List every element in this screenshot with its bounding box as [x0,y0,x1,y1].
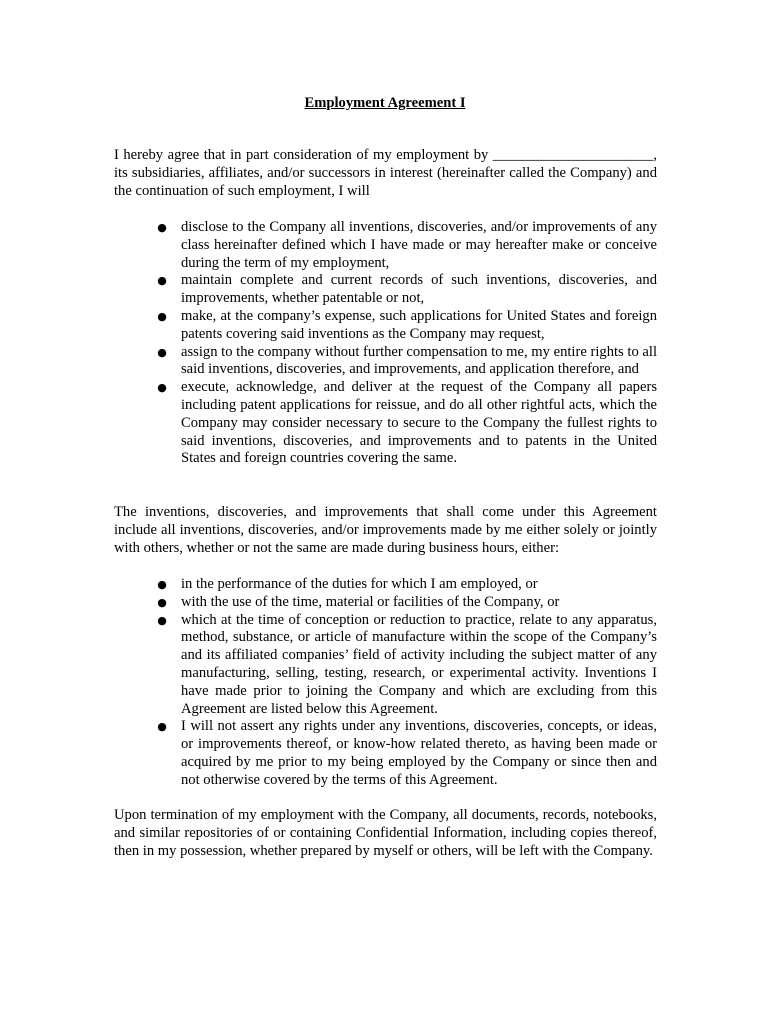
list-item [157,593,657,612]
termination-paragraph: Upon termination of my employment with the Company, all documents, records, notebooks, and similar repositories of or containing Confidential Information, including copies thereof, then in my possession, whether prepared by myself or others, will be left with the Company. [114,807,657,859]
list-item [157,219,657,272]
bullet-icon: ● [157,221,167,234]
list-item [157,379,657,468]
list-item-text: assign to the company without further compensation to me, my entire rights to all said inventions, discoveries, and improvements, and application therefore, and [181,343,657,378]
list-item [157,307,657,344]
bullet-icon: ● [157,345,167,359]
scope-paragraph: The inventions, discoveries, and improvements that shall come under this Agreement include all inventions, discoveries, and/or improvements made by me either solely or jointly with others, whether or not the same are made during business hours, either: [114,504,657,556]
document-title: Employment Agreement I [304,95,466,111]
list-item-text: make, at the company’s expense, such applications for United States and foreign patents covering said inventions as the Company may request, [181,307,657,342]
bullet-icon: ● [157,578,167,591]
list-item-text: maintain complete and current records of such inventions, discoveries, and improvements, whether patentable or not, [181,272,657,307]
bullet-icon: ● [157,595,167,609]
list-item [157,272,657,308]
list-item [157,343,657,380]
list-item-text: in the performance of the duties for which I am employed, or [181,576,538,592]
list-item-text: I will not assert any rights under any inventions, discoveries, concepts, or ideas, or improvements thereof, or know-how related thereto, as having been made or acquired by me prior to my being employed by the Company or since then and not otherwise covered by the terms of this Agreement. [181,718,657,788]
conditions-list [157,576,657,790]
bullet-icon: ● [157,613,167,627]
list-item-text: with the use of the time, material or facilities of the Company, or [181,593,560,610]
obligations-list [157,219,657,468]
intro-paragraph: I hereby agree that in part consideration of my employment by ______________________, its subsidiaries, affiliates, and/or successors in interest (hereinafter called the Company) and the continuation of such employment, I will [114,147,657,199]
list-item [157,718,657,789]
bullet-icon: ● [157,381,167,395]
list-item-text: which at the time of conception or reduction to practice, relate to any apparatus, method, substance, or article of manufacture within the scope of the Company’s and its affiliated companies’ field of activity including the subject matter of any manufacturing, selling, testing, research, or experimental activity. Inventions I have made prior to joining the Company and which are excluding from this Agreement are listed below this Agreement. [181,611,657,717]
bullet-icon: ● [157,274,167,288]
bullet-icon: ● [157,720,167,734]
list-item-text: disclose to the Company all inventions, discoveries, and/or improvements of any class hereinafter defined which I have made or may hereafter make or conceive during the term of my employment, [181,219,657,271]
list-item [157,611,657,719]
bullet-icon: ● [157,309,167,323]
list-item [157,576,657,594]
list-item-text: execute, acknowledge, and deliver at the request of the Company all papers including patent applications for reissue, and do all other rightful acts, which the Company may consider necessary to secure to the Company the fullest rights to said inventions, discoveries, and improvements and to patents in the United States and foreign countries covering the same. [181,379,657,467]
